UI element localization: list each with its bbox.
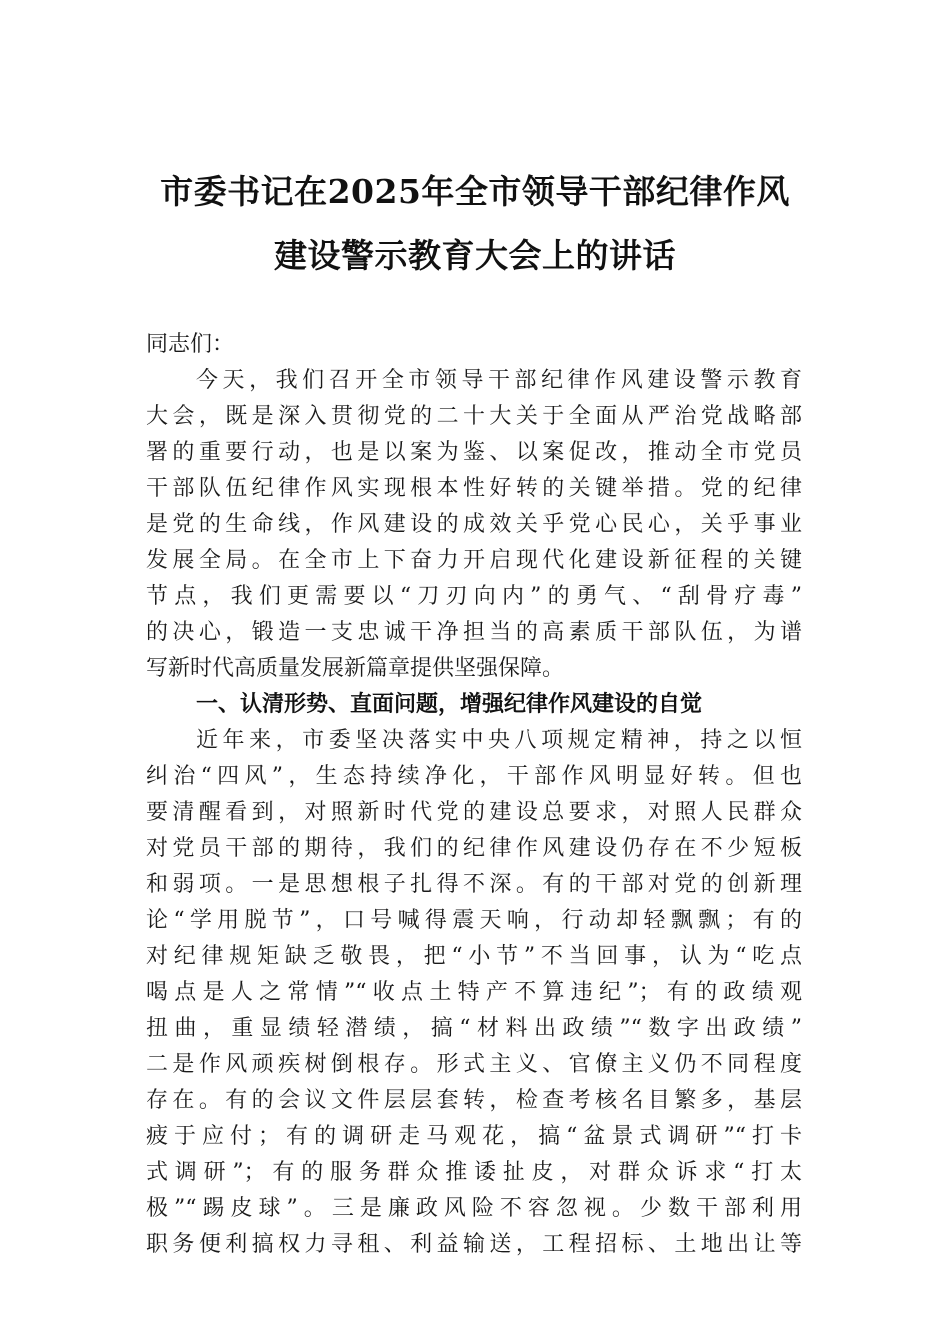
paragraph-1-line: 发展全局。在全市上下奋力开启现代化建设新征程的关键 [146, 548, 802, 573]
paragraph-2-line: 要清醒看到，对照新时代党的建设总要求，对照人民群众 [146, 800, 802, 825]
document-title-line-2: 建设警示教育大会上的讲话 [274, 236, 676, 275]
paragraph-2-line: 式调研”；有的服务群众推诿扯皮，对群众诉求“打太 [146, 1160, 802, 1185]
paragraph-2-line: 职务便利搞权力寻租、利益输送，工程招标、土地出让等 [146, 1232, 802, 1257]
paragraph-1-line: 署的重要行动，也是以案为鉴、以案促改，推动全市党员 [146, 440, 802, 465]
paragraph-2-line: 极”“踢皮球”。三是廉政风险不容忽视。少数干部利用 [146, 1196, 802, 1221]
salutation: 同志们： [146, 332, 235, 357]
paragraph-2-line: 近年来，市委坚决落实中央八项规定精神，持之以恒 [196, 728, 802, 753]
paragraph-1-line: 写新时代高质量发展新篇章提供坚强保障。 [146, 656, 565, 681]
paragraph-2-line: 纠治“四风”，生态持续净化，干部作风明显好转。但也 [146, 764, 802, 789]
paragraph-2-line: 存在。有的会议文件层层套转，检查考核名目繁多，基层 [146, 1088, 802, 1113]
paragraph-2-line: 论“学用脱节”，口号喊得震天响，行动却轻飘飘；有的 [146, 908, 802, 933]
paragraph-1-line: 干部队伍纪律作风实现根本性好转的关键举措。党的纪律 [146, 476, 802, 501]
paragraph-1-line: 今天，我们召开全市领导干部纪律作风建设警示教育 [196, 368, 802, 393]
paragraph-1-line: 大会，既是深入贯彻党的二十大关于全面从严治党战略部 [146, 404, 802, 429]
paragraph-2-line: 二是作风顽疾树倒根存。形式主义、官僚主义仍不同程度 [146, 1052, 802, 1077]
paragraph-1-line: 是党的生命线，作风建设的成效关乎党心民心，关乎事业 [146, 512, 802, 537]
document-title-line-1: 市委书记在2025年全市领导干部纪律作风 [160, 172, 790, 211]
paragraph-2-line: 对纪律规矩缺乏敬畏，把“小节”不当回事，认为“吃点 [146, 944, 802, 969]
paragraph-2-line: 疲于应付；有的调研走马观花，搞“盆景式调研”“打卡 [146, 1124, 802, 1149]
paragraph-1-line: 节点，我们更需要以“刀刃向内”的勇气、“刮骨疗毒” [146, 584, 802, 609]
paragraph-2-line: 喝点是人之常情”“收点土特产不算违纪”；有的政绩观 [146, 980, 802, 1005]
paragraph-2-line: 扭曲，重显绩轻潜绩，搞“材料出政绩”“数字出政绩” [146, 1016, 802, 1041]
paragraph-2-line: 和弱项。一是思想根子扎得不深。有的干部对党的创新理 [146, 872, 802, 897]
paragraph-2-line: 对党员干部的期待，我们的纪律作风建设仍存在不少短板 [146, 836, 802, 861]
section-1-heading: 一、认清形势、直面问题，增强纪律作风建设的自觉 [196, 692, 703, 717]
paragraph-1-line: 的决心，锻造一支忠诚干净担当的高素质干部队伍，为谱 [146, 620, 802, 645]
